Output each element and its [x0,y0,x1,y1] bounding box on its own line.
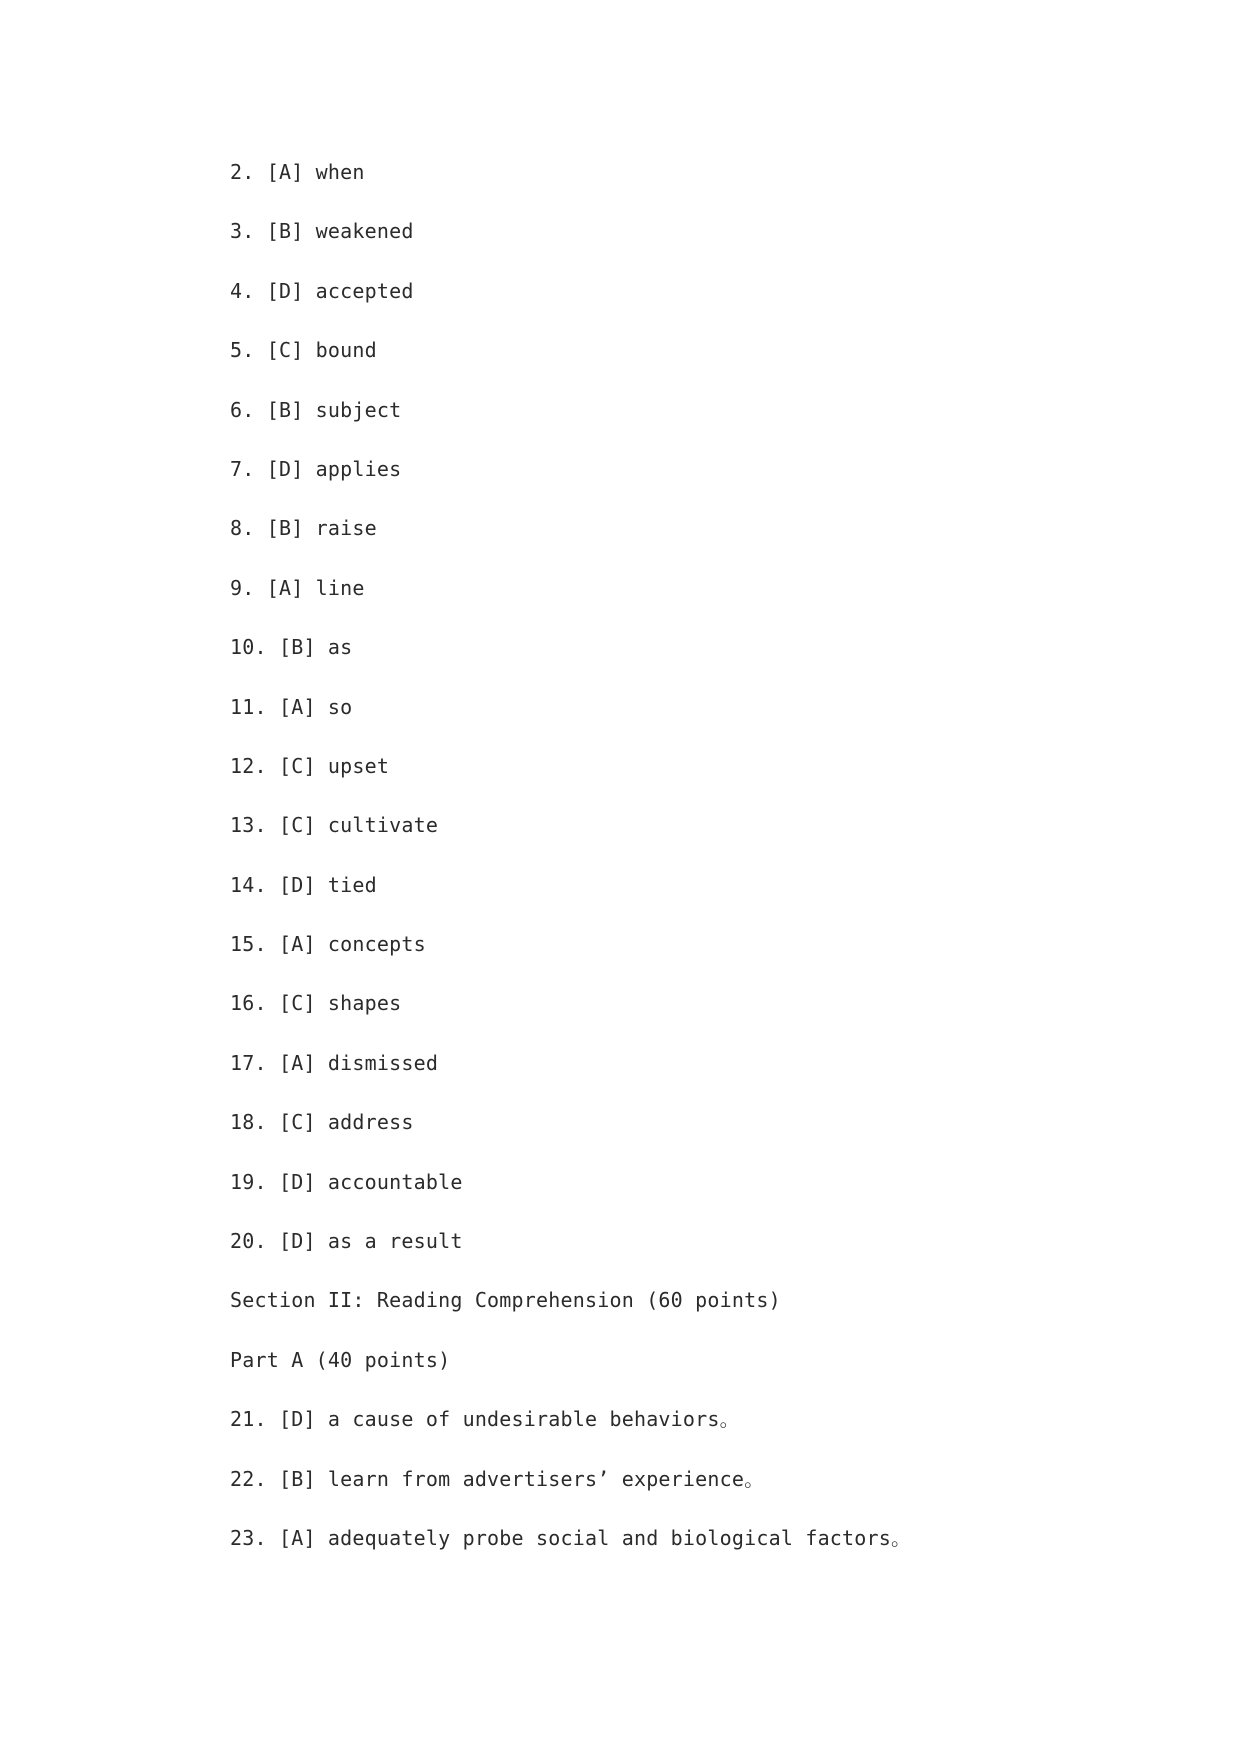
answer-line-19: 19. [D] accountable [230,1169,463,1194]
answer-line-21: 21. [D] a cause of undesirable behaviors。 [230,1407,740,1432]
answer-line-8: 8. [B] raise [230,516,377,541]
section-heading: Section II: Reading Comprehension (60 points) [230,1288,781,1313]
answer-line-13: 13. [C] cultivate [230,813,439,838]
answer-line-9: 9. [A] line [230,575,365,600]
answer-line-15: 15. [A] concepts [230,932,426,957]
answer-line-7: 7. [D] applies [230,456,402,481]
answer-list [230,155,1190,1580]
answer-line-22: 22. [B] learn from advertisers’ experience。 [230,1466,765,1491]
answer-line-5: 5. [C] bound [230,338,377,363]
answer-line-4: 4. [D] accepted [230,278,414,303]
answer-line-3: 3. [B] weakened [230,219,414,244]
answer-line-2: 2. [A] when [230,160,365,184]
answer-line-23: 23. [A] adequately probe social and biological factors。 [230,1525,912,1550]
answer-line-17: 17. [A] dismissed [230,1050,439,1075]
answer-line-20: 20. [D] as a result [230,1229,463,1254]
answer-line-18: 18. [C] address [230,1110,414,1135]
part-heading: Part A (40 points) [230,1347,451,1372]
answer-line-10: 10. [B] as [230,635,353,660]
answer-line-14: 14. [D] tied [230,872,377,897]
answer-line-12: 12. [C] upset [230,753,390,778]
answer-line-6: 6. [B] subject [230,397,402,422]
answer-line-11: 11. [A] so [230,694,353,719]
answer-line-16: 16. [C] shapes [230,991,402,1016]
